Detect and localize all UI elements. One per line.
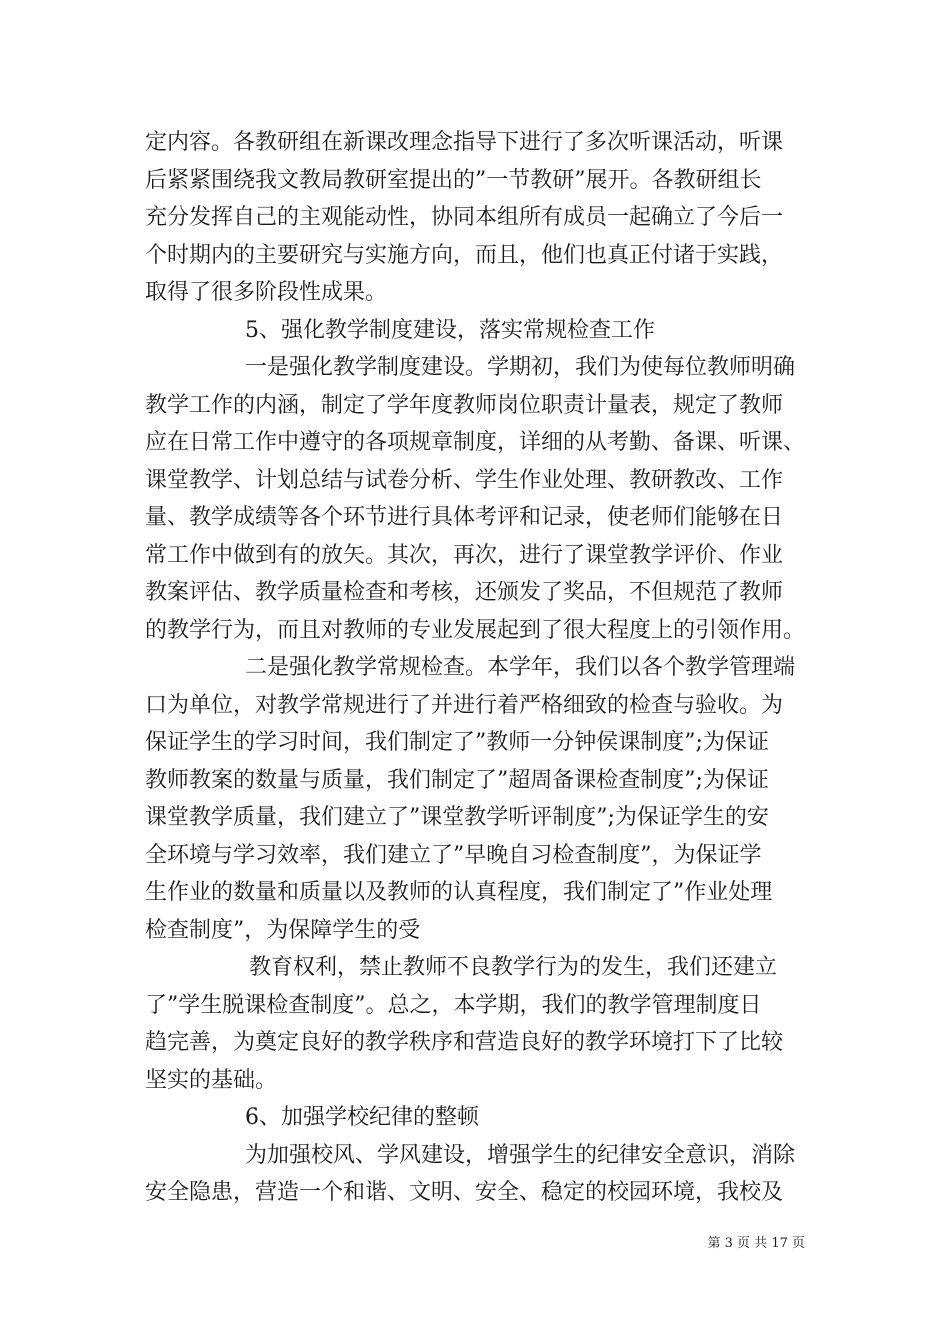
text-line: 口为单位，对教学常规进行了并进行着严格细致的检查与验收。为 bbox=[145, 692, 784, 718]
text-line: 教案评估、教学质量检查和考核，还颁发了奖品，不但规范了教师 bbox=[145, 580, 784, 605]
text-line: 检查制度”，为保障学生的受 bbox=[145, 917, 421, 943]
text-line: 教师教案的数量与质量，我们制定了”超周备课检查制度”;为保证 bbox=[145, 767, 769, 793]
text-line: 保证学生的学习时间，我们制定了”教师一分钟侯课制度”;为保证 bbox=[145, 730, 769, 755]
text-line: 教学工作的内涵，制定了学年度教师岗位职责计量表，规定了教师 bbox=[145, 392, 784, 418]
paragraph-start-line: 一是强化教学制度建设。学期初，我们为使每位教师明确 bbox=[245, 355, 796, 380]
document-body bbox=[145, 124, 810, 1212]
text-line: 后紧紧围绕我文教局教研室提出的”一节教研”展开。各教研组长 bbox=[145, 167, 762, 193]
text-line: 坚实的基础。 bbox=[145, 1067, 278, 1093]
paragraph-start-line: 二是强化教学常规检查。本学年，我们以各个教学管理端 bbox=[245, 655, 796, 680]
text-line: 定内容。各教研组在新课改理念指导下进行了多次听课活动，听课 bbox=[145, 130, 784, 155]
text-line: 取得了很多阶段性成果。 bbox=[145, 280, 388, 305]
text-line: 应在日常工作中遵守的各项规章制度，详细的从考勤、备课、听课、 bbox=[145, 430, 806, 455]
text-line: 个时期内的主要研究与实施方向，而且，他们也真正付诸于实践， bbox=[145, 242, 784, 268]
text-line: 了”学生脱课检查制度”。总之，本学期，我们的教学管理制度日 bbox=[145, 992, 762, 1018]
paragraph-start-line: 教育权利，禁止教师不良教学行为的发生，我们还建立 bbox=[249, 955, 778, 980]
text-line: 课堂教学质量，我们建立了”课堂教学听评制度”;为保证学生的安 bbox=[145, 805, 769, 830]
page-number-footer: 第 3 页 共 17 页 bbox=[707, 1236, 805, 1251]
text-line: 充分发挥自己的主观能动性，协同本组所有成员一起确立了今后一 bbox=[145, 205, 784, 230]
text-line: 趋完善，为奠定良好的教学秩序和营造良好的教学环境打下了比较 bbox=[145, 1030, 784, 1055]
text-line: 安全隐患，营造一个和谐、文明、安全、稳定的校园环境，我校及 bbox=[145, 1180, 784, 1205]
section-heading: 5、强化教学制度建设，落实常规检查工作 bbox=[245, 317, 655, 343]
text-line: 全环境与学习效率，我们建立了”早晚自习检查制度”，为保证学 bbox=[145, 842, 762, 868]
text-line: 生作业的数量和质量以及教师的认真程度，我们制定了”作业处理 bbox=[145, 880, 773, 905]
text-line: 课堂教学、计划总结与试卷分析、学生作业处理、教研教改、工作 bbox=[145, 467, 784, 493]
section-heading: 6、加强学校纪律的整顿 bbox=[245, 1105, 479, 1130]
text-line: 常工作中做到有的放矢。其次，再次，进行了课堂教学评价、作业 bbox=[145, 542, 784, 568]
paragraph-start-line: 为加强校风、学风建设，增强学生的纪律安全意识，消除 bbox=[245, 1142, 796, 1168]
text-line: 量、教学成绩等各个环节进行具体考评和记录，使老师们能够在日 bbox=[145, 505, 784, 530]
text-line: 的教学行为，而且对教师的专业发展起到了很大程度上的引领作用。 bbox=[145, 617, 806, 643]
